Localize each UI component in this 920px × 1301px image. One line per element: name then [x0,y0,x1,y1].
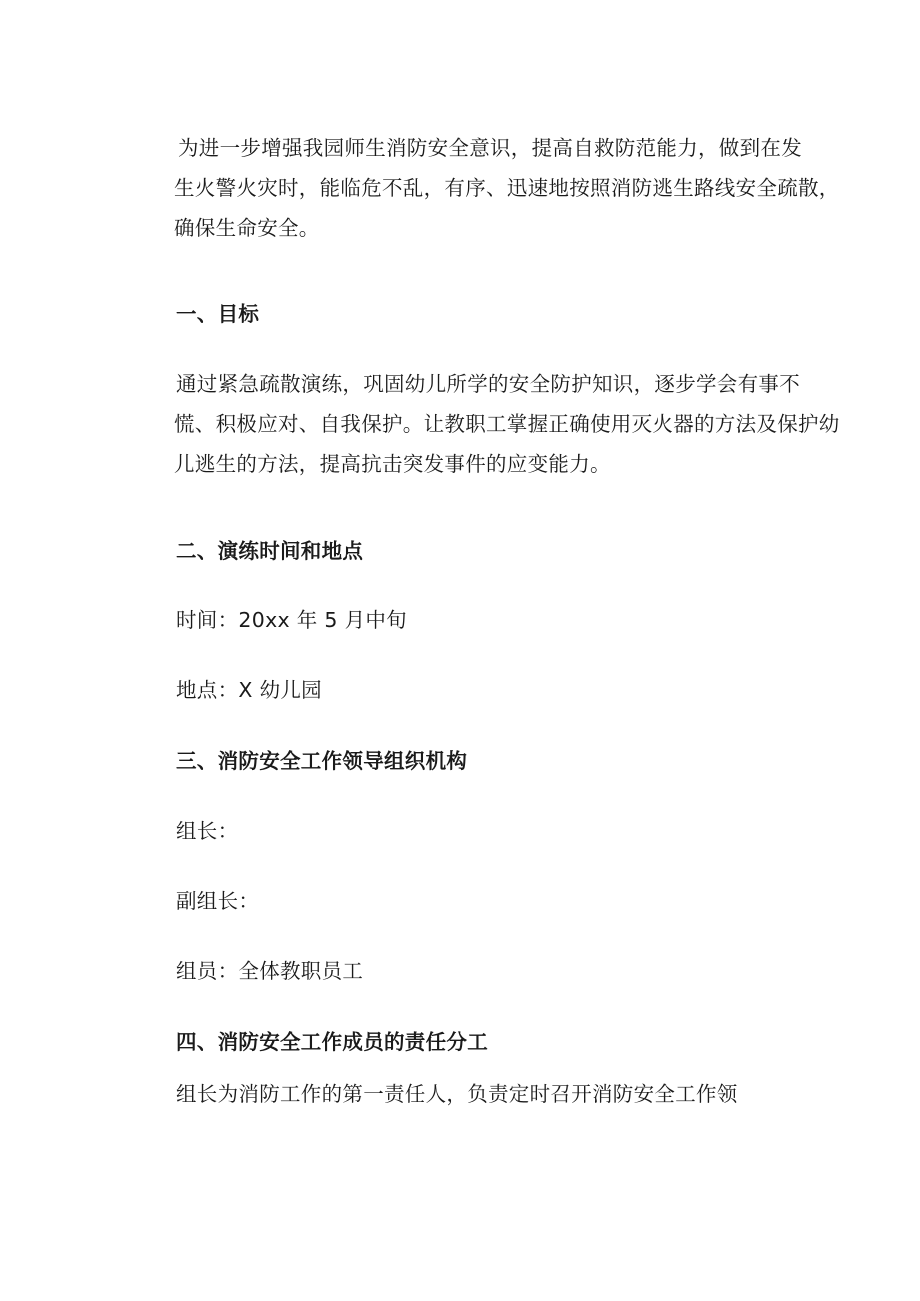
section-3-heading: 三、消防安全工作领导组织机构 [176,749,468,773]
place-x: X [238,678,253,702]
place-line [176,670,776,710]
time-line [176,600,776,640]
intro-line-1: 为进一步增强我园师生消防安全意识，提高自救防范能力，做到在发 [178,136,802,160]
section-1-paragraph [174,364,840,484]
deputy-line: 副组长： [176,889,260,913]
place-label: 地点： [176,678,239,702]
intro-line-3: 确保生命安全。 [174,216,320,240]
section-1-line-3: 儿逃生的方法，提高抗击突发事件的应变能力。 [174,452,611,476]
time-year-unit: 年 [289,608,325,632]
time-year: 20xx [238,608,290,632]
time-label: 时间： [176,608,239,632]
section-4-heading: 四、消防安全工作成员的责任分工 [176,1030,488,1054]
time-rest: 月中旬 [337,608,407,632]
section-4-line-1: 组长为消防工作的第一责任人，负责定时召开消防安全工作领 [176,1082,738,1106]
intro-line-2: 生火警火灾时，能临危不乱，有序、迅速地按照消防逃生路线安全疏散， [174,176,840,200]
section-1-line-1: 通过紧急疏散演练，巩固幼儿所学的安全防护知识，逐步学会有事不 [176,372,800,396]
section-4-paragraph [176,1074,776,1114]
section-2-heading: 二、演练时间和地点 [176,539,364,563]
members-line: 组员：全体教职员工 [176,959,364,983]
place-rest: 幼儿园 [252,678,322,702]
section-1-line-2: 慌、积极应对、自我保护。让教职工掌握正确使用灭火器的方法及保护幼 [174,412,840,436]
section-1-heading: 一、目标 [176,302,260,326]
time-month: 5 [324,608,338,632]
intro-paragraph [174,128,840,248]
leader-line: 组长： [176,819,239,843]
